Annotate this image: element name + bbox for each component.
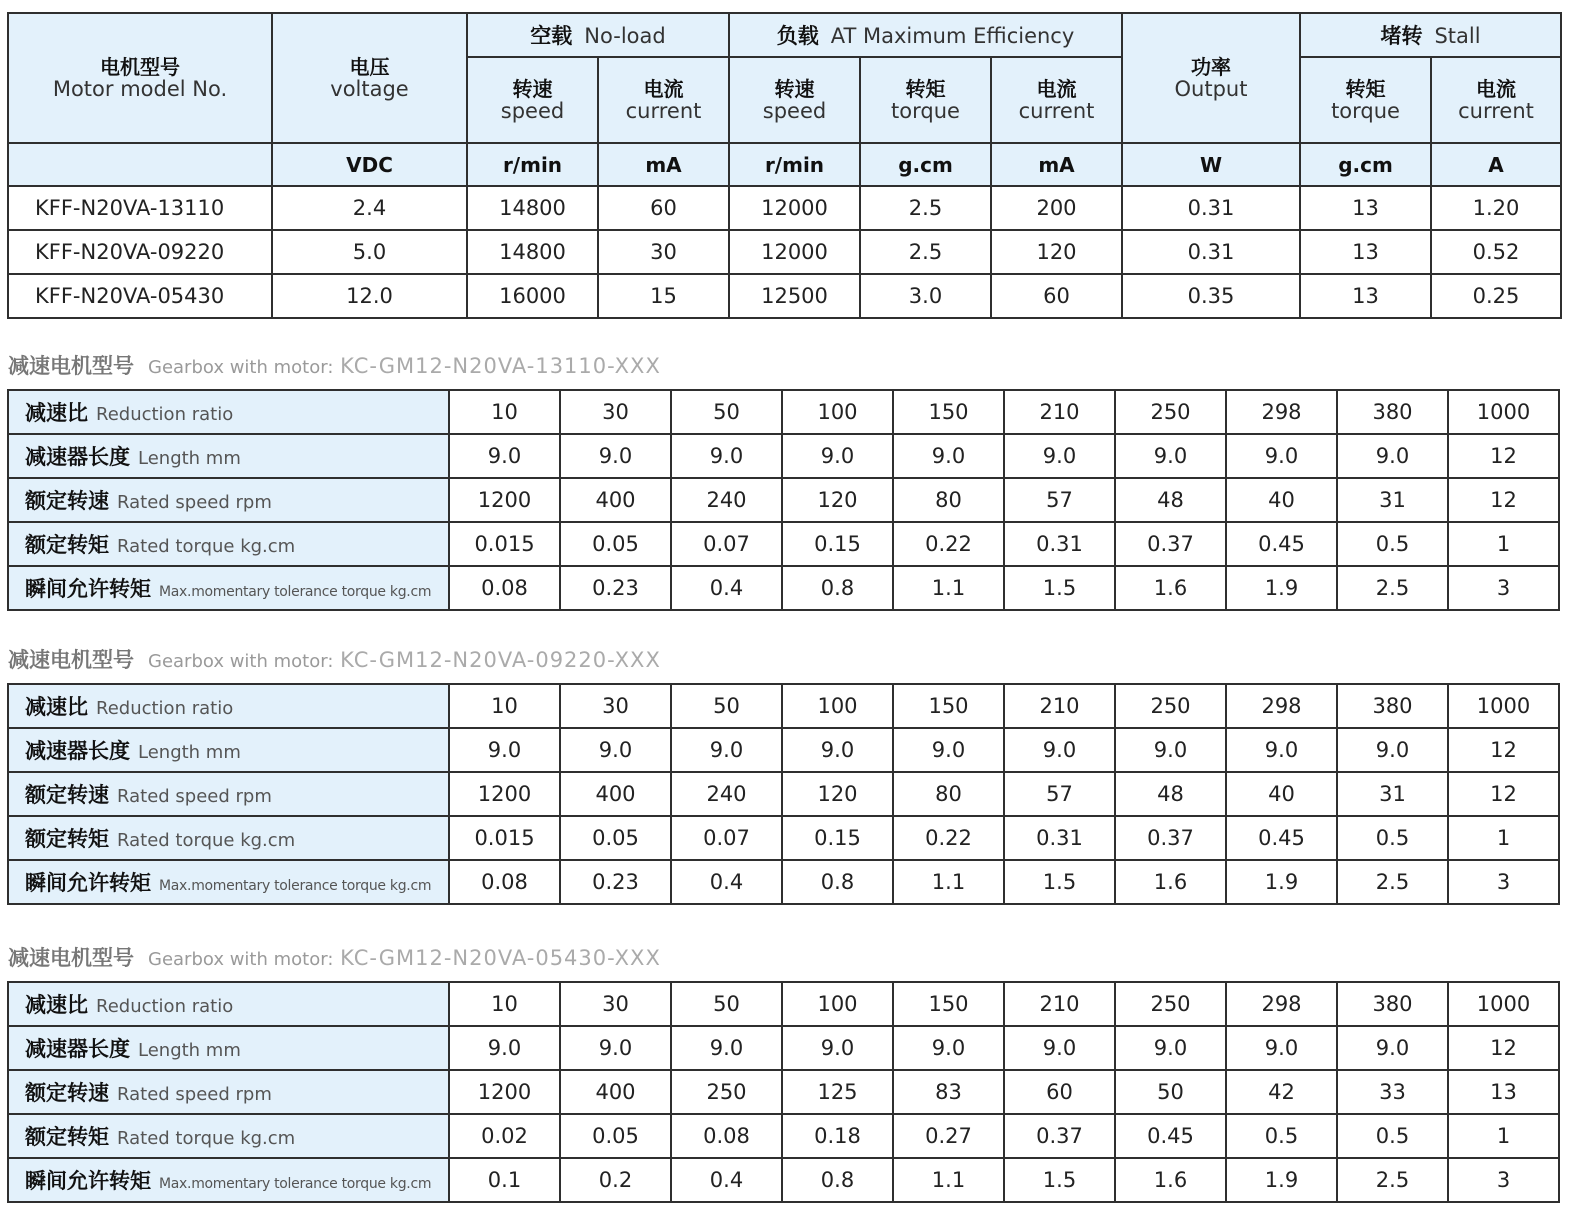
gearbox-title xyxy=(8,350,661,380)
gearbox-value-cell: 9.0 xyxy=(560,434,671,478)
row-label-en: Rated torque kg.cm xyxy=(117,830,296,851)
gearbox-value-cell: 42 xyxy=(1226,1070,1337,1114)
motor-value-cell: 14800 xyxy=(467,186,598,230)
row-label-cn: 瞬间允许转矩 xyxy=(25,1169,151,1193)
gearbox-value-cell: 1000 xyxy=(1448,390,1559,434)
row-label-cn: 额定转矩 xyxy=(25,827,109,851)
gearbox-value-cell: 31 xyxy=(1337,478,1448,522)
gearbox-value-cell: 0.015 xyxy=(449,522,560,566)
gearbox-value-cell: 298 xyxy=(1226,684,1337,728)
gearbox-row xyxy=(8,860,1559,904)
gearbox-value-cell: 120 xyxy=(782,478,893,522)
gearbox-value-cell: 57 xyxy=(1004,772,1115,816)
gearbox-row-label xyxy=(8,684,449,728)
gearbox-value-cell: 0.45 xyxy=(1226,816,1337,860)
gearbox-value-cell: 0.02 xyxy=(449,1114,560,1158)
gearbox-value-cell: 0.4 xyxy=(671,566,782,610)
gearbox-value-cell: 250 xyxy=(1115,982,1226,1026)
row-label-cn: 减速比 xyxy=(25,401,88,425)
gearbox-value-cell: 30 xyxy=(560,982,671,1026)
gearbox-table xyxy=(7,389,1560,611)
gearbox-value-cell: 250 xyxy=(1115,390,1226,434)
gearbox-row-label xyxy=(8,772,449,816)
gearbox-value-cell: 298 xyxy=(1226,982,1337,1026)
gearbox-value-cell: 100 xyxy=(782,684,893,728)
gearbox-row xyxy=(8,982,1559,1026)
gearbox-table xyxy=(7,981,1560,1203)
gearbox-row-label xyxy=(8,728,449,772)
header-group-max-efficiency: 负载 AT Maximum Efficiency xyxy=(729,13,1122,57)
gearbox-title-en: Gearbox with motor: xyxy=(148,357,334,378)
gearbox-value-cell: 1.6 xyxy=(1115,566,1226,610)
gearbox-value-cell: 57 xyxy=(1004,478,1115,522)
gearbox-row-label xyxy=(8,982,449,1026)
gearbox-value-cell: 0.15 xyxy=(782,816,893,860)
header-voltage: 电压 voltage xyxy=(272,13,467,143)
gearbox-value-cell: 0.31 xyxy=(1004,522,1115,566)
motor-value-cell: 2.4 xyxy=(272,186,467,230)
gearbox-row xyxy=(8,478,1559,522)
gearbox-title-cn: 减速电机型号 xyxy=(8,354,134,378)
row-label-cn: 减速器长度 xyxy=(25,739,130,763)
gearbox-value-cell: 380 xyxy=(1337,390,1448,434)
gearbox-value-cell: 0.37 xyxy=(1115,816,1226,860)
gearbox-value-cell: 150 xyxy=(893,390,1004,434)
gearbox-value-cell: 9.0 xyxy=(1337,1026,1448,1070)
gearbox-row-label xyxy=(8,566,449,610)
gearbox-title-cn: 减速电机型号 xyxy=(8,648,134,672)
row-label-en: Max.momentary tolerance torque kg.cm xyxy=(159,878,432,894)
gearbox-value-cell: 0.45 xyxy=(1115,1114,1226,1158)
motor-row xyxy=(8,274,1561,318)
unit-cell: W xyxy=(1122,143,1300,186)
gearbox-value-cell: 100 xyxy=(782,390,893,434)
header-no-load-current: 电流 current xyxy=(598,57,729,143)
motor-value-cell: 16000 xyxy=(467,274,598,318)
gearbox-value-cell: 9.0 xyxy=(782,728,893,772)
gearbox-value-cell: 12 xyxy=(1448,728,1559,772)
header-eff-torque: 转矩 torque xyxy=(860,57,991,143)
gearbox-value-cell: 0.5 xyxy=(1337,1114,1448,1158)
gearbox-value-cell: 9.0 xyxy=(782,434,893,478)
gearbox-value-cell: 125 xyxy=(782,1070,893,1114)
gearbox-value-cell: 10 xyxy=(449,390,560,434)
motor-value-cell: 12000 xyxy=(729,186,860,230)
gearbox-value-cell: 210 xyxy=(1004,982,1115,1026)
gearbox-row xyxy=(8,772,1559,816)
gearbox-value-cell: 210 xyxy=(1004,684,1115,728)
gearbox-value-cell: 0.4 xyxy=(671,860,782,904)
gearbox-value-cell: 1.1 xyxy=(893,860,1004,904)
gearbox-value-cell: 33 xyxy=(1337,1070,1448,1114)
gearbox-value-cell: 12 xyxy=(1448,1026,1559,1070)
gearbox-value-cell: 0.08 xyxy=(671,1114,782,1158)
row-label-en: Length mm xyxy=(138,742,241,763)
gearbox-row xyxy=(8,1158,1559,1202)
gearbox-value-cell: 1200 xyxy=(449,1070,560,1114)
gearbox-row xyxy=(8,1114,1559,1158)
gearbox-value-cell: 30 xyxy=(560,390,671,434)
row-label-en: Max.momentary tolerance torque kg.cm xyxy=(159,584,432,600)
gearbox-value-cell: 0.8 xyxy=(782,566,893,610)
row-label-en: Rated speed rpm xyxy=(117,786,272,807)
gearbox-value-cell: 9.0 xyxy=(560,728,671,772)
gearbox-value-cell: 9.0 xyxy=(1337,434,1448,478)
motor-model-cell: KFF-N20VA-09220 xyxy=(8,230,272,274)
gearbox-value-cell: 1.9 xyxy=(1226,860,1337,904)
gearbox-value-cell: 50 xyxy=(1115,1070,1226,1114)
motor-value-cell: 0.25 xyxy=(1431,274,1561,318)
gearbox-value-cell: 0.08 xyxy=(449,566,560,610)
motor-value-cell: 3.0 xyxy=(860,274,991,318)
gearbox-value-cell: 50 xyxy=(671,390,782,434)
row-label-cn: 瞬间允许转矩 xyxy=(25,577,151,601)
gearbox-row xyxy=(8,434,1559,478)
gearbox-value-cell: 9.0 xyxy=(449,434,560,478)
gearbox-row-label xyxy=(8,390,449,434)
gearbox-value-cell: 9.0 xyxy=(1226,728,1337,772)
row-label-cn: 减速器长度 xyxy=(25,445,130,469)
gearbox-row xyxy=(8,566,1559,610)
gearbox-value-cell: 0.45 xyxy=(1226,522,1337,566)
gearbox-value-cell: 400 xyxy=(560,478,671,522)
gearbox-row-label xyxy=(8,1070,449,1114)
gearbox-value-cell: 1.5 xyxy=(1004,860,1115,904)
gearbox-value-cell: 1200 xyxy=(449,772,560,816)
row-label-en: Rated speed rpm xyxy=(117,1084,272,1105)
gearbox-value-cell: 9.0 xyxy=(893,434,1004,478)
gearbox-value-cell: 150 xyxy=(893,982,1004,1026)
gearbox-value-cell: 0.22 xyxy=(893,522,1004,566)
motor-value-cell: 13 xyxy=(1300,274,1431,318)
gearbox-row-label xyxy=(8,1114,449,1158)
gearbox-value-cell: 0.8 xyxy=(782,860,893,904)
gearbox-value-cell: 1.1 xyxy=(893,566,1004,610)
gearbox-value-cell: 48 xyxy=(1115,772,1226,816)
header-group-no-load: 空载 No-load xyxy=(467,13,729,57)
motor-value-cell: 30 xyxy=(598,230,729,274)
gearbox-value-cell: 1.5 xyxy=(1004,566,1115,610)
gearbox-value-cell: 3 xyxy=(1448,566,1559,610)
gearbox-value-cell: 50 xyxy=(671,982,782,1026)
row-label-en: Rated torque kg.cm xyxy=(117,536,296,557)
header-eff-speed: 转速 speed xyxy=(729,57,860,143)
motor-value-cell: 12.0 xyxy=(272,274,467,318)
header-group-stall: 堵转 Stall xyxy=(1300,13,1561,57)
gearbox-value-cell: 210 xyxy=(1004,390,1115,434)
gearbox-value-cell: 0.5 xyxy=(1337,816,1448,860)
motor-row xyxy=(8,230,1561,274)
gearbox-value-cell: 100 xyxy=(782,982,893,1026)
gearbox-value-cell: 9.0 xyxy=(893,1026,1004,1070)
motor-model-cell: KFF-N20VA-13110 xyxy=(8,186,272,230)
gearbox-value-cell: 48 xyxy=(1115,478,1226,522)
gearbox-value-cell: 10 xyxy=(449,982,560,1026)
gearbox-value-cell: 12 xyxy=(1448,772,1559,816)
motor-value-cell: 0.31 xyxy=(1122,186,1300,230)
motor-spec-table xyxy=(7,12,1562,319)
row-label-en: Reduction ratio xyxy=(96,698,234,719)
gearbox-value-cell: 0.23 xyxy=(560,860,671,904)
gearbox-value-cell: 9.0 xyxy=(1226,434,1337,478)
header-stall-current: 电流 current xyxy=(1431,57,1561,143)
gearbox-row xyxy=(8,522,1559,566)
motor-value-cell: 0.52 xyxy=(1431,230,1561,274)
motor-value-cell: 5.0 xyxy=(272,230,467,274)
gearbox-value-cell: 9.0 xyxy=(1004,434,1115,478)
gearbox-value-cell: 0.5 xyxy=(1226,1114,1337,1158)
gearbox-model-code: KC-GM12-N20VA-05430-XXX xyxy=(340,946,661,970)
gearbox-value-cell: 250 xyxy=(1115,684,1226,728)
gearbox-value-cell: 1.9 xyxy=(1226,1158,1337,1202)
gearbox-model-code: KC-GM12-N20VA-13110-XXX xyxy=(340,354,661,378)
gearbox-title xyxy=(8,644,661,674)
header-stall-torque: 转矩 torque xyxy=(1300,57,1431,143)
gearbox-model-code: KC-GM12-N20VA-09220-XXX xyxy=(340,648,661,672)
unit-spacer xyxy=(8,143,272,186)
gearbox-value-cell: 0.015 xyxy=(449,816,560,860)
gearbox-value-cell: 380 xyxy=(1337,982,1448,1026)
row-label-en: Length mm xyxy=(138,448,241,469)
unit-cell: r/min xyxy=(467,143,598,186)
row-label-cn: 额定转矩 xyxy=(25,1125,109,1149)
gearbox-value-cell: 1000 xyxy=(1448,684,1559,728)
motor-value-cell: 2.5 xyxy=(860,230,991,274)
gearbox-value-cell: 0.22 xyxy=(893,816,1004,860)
gearbox-value-cell: 0.15 xyxy=(782,522,893,566)
gearbox-value-cell: 0.27 xyxy=(893,1114,1004,1158)
gearbox-value-cell: 9.0 xyxy=(1337,728,1448,772)
unit-cell: g.cm xyxy=(860,143,991,186)
gearbox-row-label xyxy=(8,816,449,860)
gearbox-row xyxy=(8,390,1559,434)
gearbox-value-cell: 3 xyxy=(1448,1158,1559,1202)
gearbox-value-cell: 9.0 xyxy=(1115,434,1226,478)
gearbox-value-cell: 1.6 xyxy=(1115,860,1226,904)
row-label-en: Rated torque kg.cm xyxy=(117,1128,296,1149)
motor-value-cell: 2.5 xyxy=(860,186,991,230)
motor-value-cell: 0.35 xyxy=(1122,274,1300,318)
gearbox-value-cell: 80 xyxy=(893,478,1004,522)
gearbox-value-cell: 9.0 xyxy=(782,1026,893,1070)
gearbox-value-cell: 12 xyxy=(1448,434,1559,478)
gearbox-value-cell: 0.2 xyxy=(560,1158,671,1202)
gearbox-row-label xyxy=(8,478,449,522)
gearbox-value-cell: 31 xyxy=(1337,772,1448,816)
gearbox-value-cell: 3 xyxy=(1448,860,1559,904)
gearbox-value-cell: 9.0 xyxy=(449,1026,560,1070)
gearbox-value-cell: 60 xyxy=(1004,1070,1115,1114)
gearbox-value-cell: 9.0 xyxy=(1004,1026,1115,1070)
gearbox-value-cell: 50 xyxy=(671,684,782,728)
gearbox-value-cell: 0.1 xyxy=(449,1158,560,1202)
gearbox-value-cell: 0.23 xyxy=(560,566,671,610)
gearbox-value-cell: 40 xyxy=(1226,772,1337,816)
gearbox-row xyxy=(8,1026,1559,1070)
gearbox-value-cell: 1 xyxy=(1448,522,1559,566)
row-label-cn: 额定转矩 xyxy=(25,533,109,557)
gearbox-row xyxy=(8,1070,1559,1114)
gearbox-row xyxy=(8,816,1559,860)
gearbox-value-cell: 40 xyxy=(1226,478,1337,522)
header-no-load-speed: 转速 speed xyxy=(467,57,598,143)
gearbox-value-cell: 0.07 xyxy=(671,816,782,860)
row-label-cn: 额定转速 xyxy=(25,1081,109,1105)
gearbox-value-cell: 400 xyxy=(560,772,671,816)
gearbox-row-label xyxy=(8,522,449,566)
gearbox-value-cell: 9.0 xyxy=(671,434,782,478)
row-label-en: Reduction ratio xyxy=(96,404,234,425)
motor-value-cell: 0.31 xyxy=(1122,230,1300,274)
unit-cell: A xyxy=(1431,143,1561,186)
unit-cell: g.cm xyxy=(1300,143,1431,186)
gearbox-value-cell: 0.05 xyxy=(560,522,671,566)
gearbox-value-cell: 0.37 xyxy=(1115,522,1226,566)
gearbox-value-cell: 0.37 xyxy=(1004,1114,1115,1158)
gearbox-value-cell: 2.5 xyxy=(1337,566,1448,610)
gearbox-value-cell: 1.9 xyxy=(1226,566,1337,610)
gearbox-title-en: Gearbox with motor: xyxy=(148,949,334,970)
gearbox-value-cell: 80 xyxy=(893,772,1004,816)
gearbox-row-label xyxy=(8,1026,449,1070)
motor-value-cell: 60 xyxy=(598,186,729,230)
row-label-cn: 瞬间允许转矩 xyxy=(25,871,151,895)
gearbox-row xyxy=(8,684,1559,728)
motor-model-cell: KFF-N20VA-05430 xyxy=(8,274,272,318)
gearbox-value-cell: 1.5 xyxy=(1004,1158,1115,1202)
gearbox-value-cell: 9.0 xyxy=(893,728,1004,772)
gearbox-table xyxy=(7,683,1560,905)
gearbox-value-cell: 9.0 xyxy=(671,1026,782,1070)
gearbox-value-cell: 10 xyxy=(449,684,560,728)
row-label-cn: 减速比 xyxy=(25,993,88,1017)
gearbox-value-cell: 1 xyxy=(1448,816,1559,860)
motor-value-cell: 1.20 xyxy=(1431,186,1561,230)
unit-cell: r/min xyxy=(729,143,860,186)
row-label-en: Max.momentary tolerance torque kg.cm xyxy=(159,1176,432,1192)
row-label-cn: 额定转速 xyxy=(25,489,109,513)
gearbox-value-cell: 9.0 xyxy=(449,728,560,772)
unit-cell: mA xyxy=(598,143,729,186)
motor-value-cell: 120 xyxy=(991,230,1122,274)
unit-cell: VDC xyxy=(272,143,467,186)
gearbox-value-cell: 0.31 xyxy=(1004,816,1115,860)
gearbox-value-cell: 0.4 xyxy=(671,1158,782,1202)
motor-value-cell: 12500 xyxy=(729,274,860,318)
row-label-en: Reduction ratio xyxy=(96,996,234,1017)
gearbox-value-cell: 250 xyxy=(671,1070,782,1114)
gearbox-value-cell: 9.0 xyxy=(1226,1026,1337,1070)
motor-value-cell: 14800 xyxy=(467,230,598,274)
gearbox-value-cell: 9.0 xyxy=(671,728,782,772)
gearbox-value-cell: 9.0 xyxy=(560,1026,671,1070)
row-label-cn: 额定转速 xyxy=(25,783,109,807)
gearbox-value-cell: 0.8 xyxy=(782,1158,893,1202)
motor-value-cell: 13 xyxy=(1300,186,1431,230)
gearbox-value-cell: 0.18 xyxy=(782,1114,893,1158)
gearbox-value-cell: 380 xyxy=(1337,684,1448,728)
gearbox-value-cell: 0.07 xyxy=(671,522,782,566)
gearbox-value-cell: 240 xyxy=(671,478,782,522)
gearbox-value-cell: 2.5 xyxy=(1337,1158,1448,1202)
motor-value-cell: 12000 xyxy=(729,230,860,274)
gearbox-value-cell: 240 xyxy=(671,772,782,816)
gearbox-value-cell: 400 xyxy=(560,1070,671,1114)
row-label-cn: 减速器长度 xyxy=(25,1037,130,1061)
gearbox-value-cell: 150 xyxy=(893,684,1004,728)
unit-cell: mA xyxy=(991,143,1122,186)
gearbox-value-cell: 1.6 xyxy=(1115,1158,1226,1202)
motor-value-cell: 60 xyxy=(991,274,1122,318)
gearbox-row-label xyxy=(8,434,449,478)
gearbox-title xyxy=(8,942,661,972)
gearbox-value-cell: 13 xyxy=(1448,1070,1559,1114)
motor-value-cell: 13 xyxy=(1300,230,1431,274)
gearbox-value-cell: 9.0 xyxy=(1115,728,1226,772)
gearbox-value-cell: 120 xyxy=(782,772,893,816)
header-output: 功率 Output xyxy=(1122,13,1300,143)
row-label-cn: 减速比 xyxy=(25,695,88,719)
gearbox-title-cn: 减速电机型号 xyxy=(8,946,134,970)
gearbox-row-label xyxy=(8,860,449,904)
gearbox-value-cell: 0.05 xyxy=(560,1114,671,1158)
motor-row xyxy=(8,186,1561,230)
gearbox-value-cell: 30 xyxy=(560,684,671,728)
gearbox-value-cell: 83 xyxy=(893,1070,1004,1114)
header-eff-current: 电流 current xyxy=(991,57,1122,143)
gearbox-row-label xyxy=(8,1158,449,1202)
gearbox-row xyxy=(8,728,1559,772)
gearbox-value-cell: 1 xyxy=(1448,1114,1559,1158)
gearbox-value-cell: 1.1 xyxy=(893,1158,1004,1202)
motor-value-cell: 15 xyxy=(598,274,729,318)
gearbox-value-cell: 0.08 xyxy=(449,860,560,904)
header-motor-model: 电机型号 Motor model No. xyxy=(8,13,272,143)
row-label-en: Rated speed rpm xyxy=(117,492,272,513)
gearbox-value-cell: 0.5 xyxy=(1337,522,1448,566)
motor-value-cell: 200 xyxy=(991,186,1122,230)
gearbox-value-cell: 0.05 xyxy=(560,816,671,860)
gearbox-value-cell: 9.0 xyxy=(1004,728,1115,772)
gearbox-value-cell: 1200 xyxy=(449,478,560,522)
gearbox-value-cell: 2.5 xyxy=(1337,860,1448,904)
gearbox-value-cell: 12 xyxy=(1448,478,1559,522)
gearbox-value-cell: 1000 xyxy=(1448,982,1559,1026)
row-label-en: Length mm xyxy=(138,1040,241,1061)
gearbox-value-cell: 298 xyxy=(1226,390,1337,434)
gearbox-value-cell: 9.0 xyxy=(1115,1026,1226,1070)
gearbox-title-en: Gearbox with motor: xyxy=(148,651,334,672)
